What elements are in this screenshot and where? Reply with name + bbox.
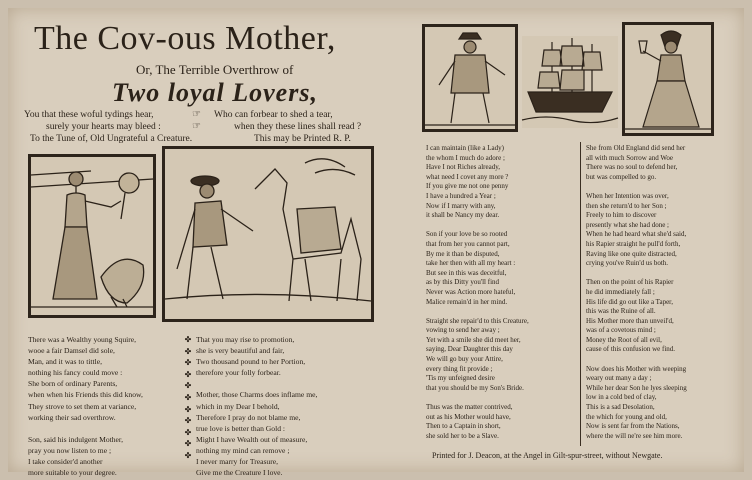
verse-line: That you may rise to promotion, — [196, 335, 295, 344]
verse-line: as by this Ditty you'll find — [426, 278, 500, 287]
verse-line: he did immediately fall ; — [586, 287, 655, 296]
verse-line: Thus was the matter contrived, — [426, 403, 513, 412]
verse-line: While her dear Son he lyes sleeping — [586, 383, 687, 392]
verse-line: Freely to him to discover — [586, 211, 657, 220]
verse-line — [196, 378, 376, 389]
verse-line — [426, 393, 578, 403]
verse-line: Son, said his indulgent Mother, — [28, 434, 124, 444]
verse-line: Two thousand pound to her Portion, — [196, 357, 306, 367]
verse-line: when when his Friends this did know, — [28, 390, 143, 400]
verse-line: low in a cold bed of clay, — [586, 393, 657, 402]
verse-line: Now if I marry with any, — [426, 201, 496, 210]
verse-line — [28, 423, 184, 434]
verse-line: cause of this confusion we find. — [586, 345, 676, 354]
verse-line: Straight she repair'd to this Creature, — [426, 316, 529, 325]
verse-line: Therefore I pray do not blame me, — [196, 412, 301, 422]
verse-line: nothing my mind can remove ; — [196, 445, 290, 455]
verse-line: 'Tis my unfeigned desire — [426, 374, 495, 383]
verse-line: more suitable to your degree. — [28, 468, 117, 478]
verse-line — [586, 269, 738, 279]
verse-line: Money the Root of all evil, — [586, 335, 662, 344]
verse-line: true love is better than Gold : — [196, 423, 285, 433]
woodcut-man-horse — [162, 146, 374, 322]
ballad-lovers-heading: Two loyal Lovers, — [112, 78, 318, 107]
verse-line: Then on the point of his Rapier — [586, 278, 674, 287]
verse-line: Give me the Creature I love. — [196, 468, 283, 478]
verse-line: Then to a Captain in short, — [426, 422, 501, 431]
verse-line: She born of ordinary Parents, — [28, 379, 118, 389]
intro-line-1a: You that these woful tydings hear, — [24, 110, 154, 120]
verse-line: Yet with a smile she did meet her, — [426, 335, 521, 344]
ballad-title: The Cov‑ous Mother, — [34, 20, 336, 57]
printer-imprint: Printed for J. Deacon, at the Angel in Gilt-spur-street, without Newgate. — [432, 451, 663, 460]
verse-column-3 — [426, 144, 578, 446]
verse-line: I never marry for Treasure, — [196, 457, 279, 467]
verse-line — [426, 307, 578, 317]
intro-line-2a: surely your hearts may bleed : — [46, 122, 161, 132]
verse-line: pray you now listen to me ; — [28, 445, 112, 455]
intro-licence: This may be Printed R. P. — [254, 134, 351, 144]
verse-line: out as his Mother would have, — [426, 412, 511, 421]
verse-line: all with much Sorrow and Woe — [586, 153, 673, 162]
verse-column-2 — [196, 334, 376, 478]
verse-line: Raving like one quite distracted, — [586, 249, 677, 258]
verse-line: She from Old England did send her — [586, 144, 686, 152]
verse-line: therefore your folly forbear. — [196, 368, 281, 378]
woodcut-ship — [522, 36, 618, 128]
verse-line: We will go buy your Attire, — [426, 355, 503, 364]
verse-line: every thing fit provide ; — [426, 364, 493, 373]
verse-line: There was a Wealthy young Squire, — [28, 335, 137, 344]
verse-line: take her then with all my heart : — [426, 259, 516, 268]
verse-line: This is a sad Desolation, — [586, 403, 655, 412]
verse-line: Have I not Riches already, — [426, 163, 500, 172]
verse-line: his Rapier straight he pull'd forth, — [586, 239, 681, 248]
woodcut-noblewoman — [622, 22, 714, 136]
verse-line: Might I have Wealth out of measure, — [196, 434, 308, 444]
verse-line: I can maintain (like a Lady) — [426, 144, 504, 152]
intro-line-2b: when they these lines shall read ? — [234, 122, 362, 132]
verse-line: Malice remain'd in her mind. — [426, 297, 508, 306]
intro-line-1b: Who can forbear to shed a tear, — [214, 110, 333, 120]
verse-line: where the will ne're see him more. — [586, 431, 683, 440]
verse-line: When her Intention was over, — [586, 191, 669, 200]
verse-line: saying, Dear Daughter this day — [426, 345, 513, 354]
verse-line: it shall be Nancy my dear. — [426, 211, 500, 220]
verse-line: I take consider'd another — [28, 457, 103, 467]
verse-line: then she return'd to her Son ; — [586, 201, 667, 210]
verse-line: nothing his fancy could move : — [28, 368, 123, 378]
verse-line: His Mother more than unveil'd, — [586, 316, 674, 325]
verse-line: Man, and it was to tittle, — [28, 357, 103, 367]
verse-line: Now is sent far from the Nations, — [586, 422, 680, 431]
verse-line: working their sad overthrow. — [28, 412, 116, 422]
woodcut-cavalier — [422, 24, 518, 132]
pointing-hand-icon: ☞ — [192, 109, 201, 120]
verse-line — [586, 355, 738, 365]
verse-column-4 — [586, 144, 738, 446]
ballad-subtitle: Or, The Terrible Overthrow of — [136, 62, 294, 77]
verse-line: she sold her to be a Slave. — [426, 431, 499, 440]
verse-line: I have a hundred a Year ; — [426, 191, 496, 200]
verse-line: There was no soul to defend her, — [586, 163, 678, 172]
verse-column-1 — [28, 334, 184, 478]
verse-line: Never was Action more hateful, — [426, 287, 516, 296]
broadside-sheet — [8, 8, 744, 478]
column-rule — [580, 142, 581, 446]
verse-line: By me it than be disputed, — [426, 249, 500, 258]
fleuron-divider: ✤ ✤ ✤ ✤ ✤ ✤ ✤ ✤ ✤ ✤ ✤ — [184, 335, 192, 460]
verse-line: weary out many a day ; — [586, 374, 652, 383]
verse-line: but was compelled to go. — [586, 172, 657, 181]
verse-line: His life did go out like a Taper, — [586, 297, 673, 306]
verse-line: was of a covetous mind ; — [586, 326, 656, 335]
intro-tune: To the Tune of, Old Ungrateful a Creature. — [30, 134, 193, 144]
verse-line: that from her you cannot part, — [426, 239, 510, 248]
verse-line: vowing to send her away ; — [426, 326, 500, 335]
verse-line: what need I covet any more ? — [426, 172, 509, 181]
verse-line: They strove to set them at variance, — [28, 401, 137, 411]
verse-line: the which for young and old, — [586, 412, 667, 421]
verse-line: Mother, those Charms does inflame me, — [196, 390, 318, 400]
pointing-hand-icon: ☞ — [192, 121, 201, 132]
verse-line — [586, 182, 738, 192]
verse-line: Son if your love be so rooted — [426, 230, 508, 239]
verse-line: wooe a fair Damsel did sole, — [28, 346, 115, 356]
verse-line: this was the Ruine of all. — [586, 307, 656, 316]
verse-line: crying you've Ruin'd us both. — [586, 259, 669, 268]
verse-line: which in my Dear I behold, — [196, 401, 280, 411]
woodcut-lady-peacock — [28, 154, 156, 318]
verse-line — [426, 221, 578, 231]
verse-line: If you give me not one penny — [426, 182, 509, 191]
verse-line: the whom I much do adore ; — [426, 153, 505, 162]
verse-line: Now does his Mother with weeping — [586, 364, 687, 373]
verse-line: But see in this was deceitful, — [426, 268, 507, 277]
verse-line: she is very beautiful and fair, — [196, 346, 285, 356]
verse-line: When he had heard what she'd said, — [586, 230, 687, 239]
verse-line: presently what she had done ; — [586, 220, 670, 229]
verse-line: that you should be my Son's Bride. — [426, 383, 524, 392]
